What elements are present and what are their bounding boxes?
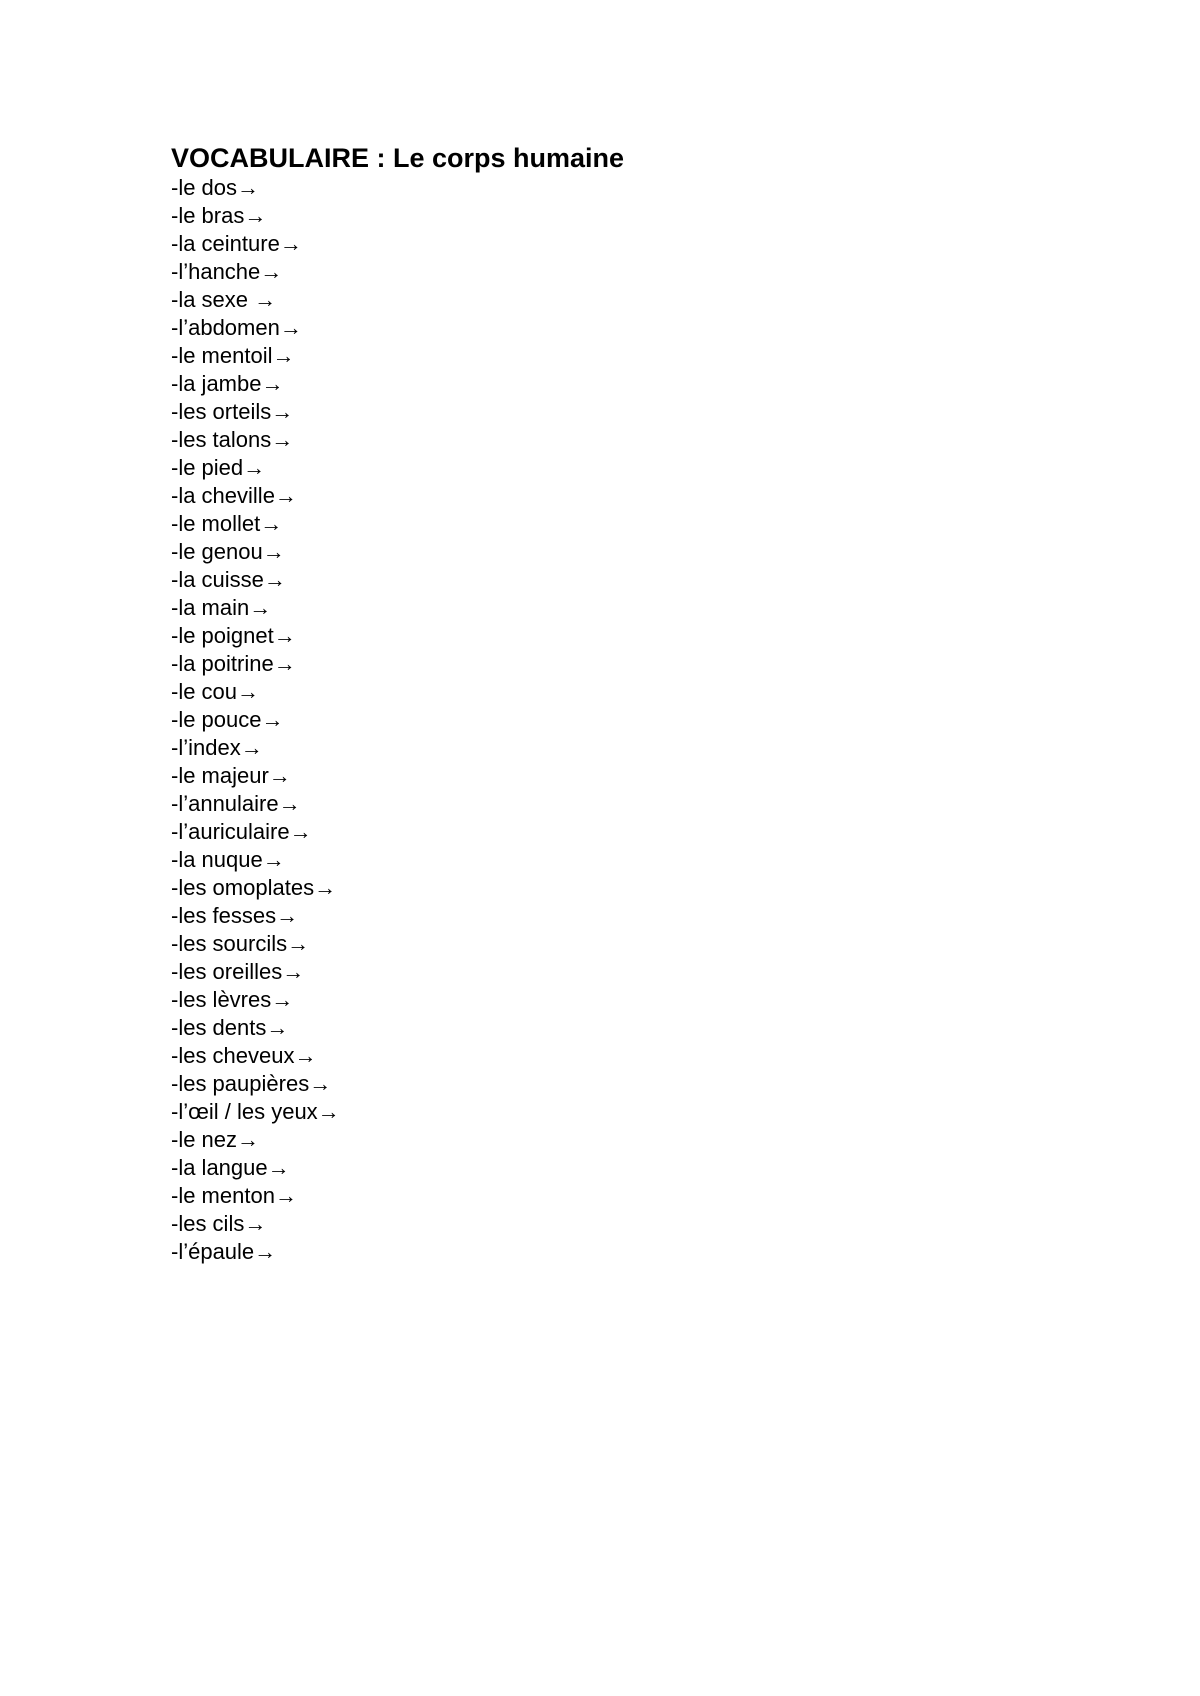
vocabulary-item: -la cheville→ bbox=[171, 483, 297, 508]
vocabulary-item: -la langue→ bbox=[171, 1155, 290, 1180]
vocabulary-item: -les paupières→ bbox=[171, 1071, 332, 1096]
vocabulary-item: -l’abdomen→ bbox=[171, 315, 302, 340]
vocabulary-item: -la jambe→ bbox=[171, 371, 284, 396]
vocabulary-item: -les cils→ bbox=[171, 1211, 267, 1236]
vocabulary-item: -la nuque→ bbox=[171, 847, 285, 872]
vocabulary-item: -le poignet→ bbox=[171, 623, 296, 648]
document-title: VOCABULAIRE : Le corps humaine bbox=[171, 143, 625, 173]
vocabulary-item: -les cheveux→ bbox=[171, 1043, 317, 1068]
vocabulary-item: -le cou→ bbox=[171, 679, 260, 704]
vocabulary-item: -le mentoil→ bbox=[171, 343, 295, 368]
vocabulary-item: -le bras→ bbox=[171, 203, 267, 228]
vocabulary-item: -les talons→ bbox=[171, 427, 294, 452]
vocabulary-item: -la poitrine→ bbox=[171, 651, 296, 676]
vocabulary-list bbox=[171, 174, 624, 1266]
vocabulary-item: -les dents→ bbox=[171, 1015, 289, 1040]
vocabulary-item: -les lèvres→ bbox=[171, 987, 294, 1012]
document-content bbox=[171, 142, 624, 1266]
vocabulary-item: -le mollet→ bbox=[171, 511, 283, 536]
vocabulary-item: -la sexe → bbox=[171, 287, 277, 312]
vocabulary-item: -les omoplates→ bbox=[171, 875, 337, 900]
vocabulary-item: -la main→ bbox=[171, 595, 272, 620]
vocabulary-item: -la cuisse→ bbox=[171, 567, 286, 592]
vocabulary-item: -le pied→ bbox=[171, 455, 266, 480]
vocabulary-item: -les oreilles→ bbox=[171, 959, 305, 984]
vocabulary-item: -l’hanche→ bbox=[171, 259, 283, 284]
vocabulary-item: -la ceinture→ bbox=[171, 231, 302, 256]
vocabulary-item: -l’index→ bbox=[171, 735, 263, 760]
vocabulary-item: -le pouce→ bbox=[171, 707, 284, 732]
vocabulary-item: -l’œil / les yeux→ bbox=[171, 1099, 340, 1124]
vocabulary-item: -les fesses→ bbox=[171, 903, 299, 928]
vocabulary-item: -le dos→ bbox=[171, 175, 260, 200]
vocabulary-item: -l’auriculaire→ bbox=[171, 819, 312, 844]
vocabulary-item: -l’épaule→ bbox=[171, 1239, 277, 1264]
vocabulary-item: -l’annulaire→ bbox=[171, 791, 301, 816]
vocabulary-item: -les sourcils→ bbox=[171, 931, 310, 956]
vocabulary-item: -les orteils→ bbox=[171, 399, 294, 424]
vocabulary-item: -le nez→ bbox=[171, 1127, 260, 1152]
vocabulary-item: -le menton→ bbox=[171, 1183, 297, 1208]
vocabulary-item: -le majeur→ bbox=[171, 763, 291, 788]
vocabulary-item: -le genou→ bbox=[171, 539, 285, 564]
